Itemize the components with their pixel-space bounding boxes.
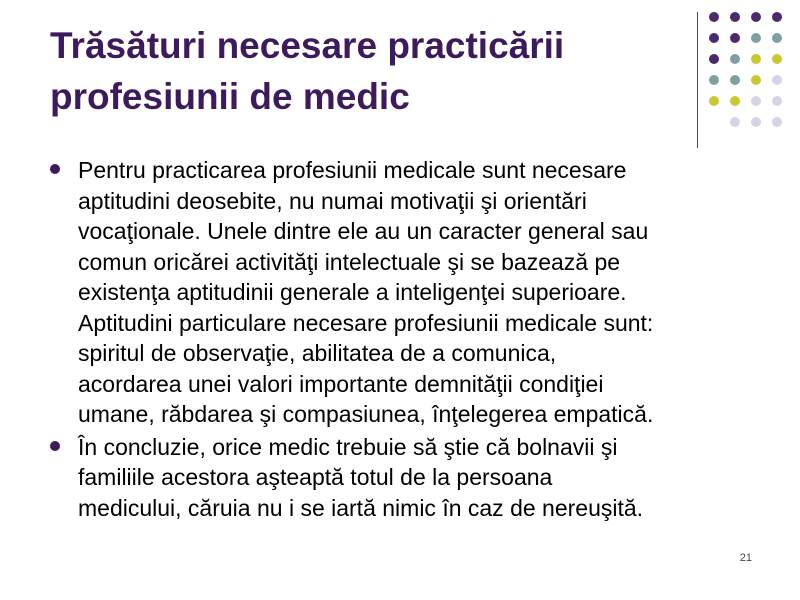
decorative-dot xyxy=(730,96,740,106)
bullet-text-line: umane, răbdarea şi compasiunea, înţelegerea empatică. xyxy=(78,401,654,427)
decorative-dot xyxy=(772,12,782,22)
slide-title-line-2: profesiunii de medic xyxy=(50,76,410,117)
decorative-dot xyxy=(751,75,761,85)
decorative-dot xyxy=(772,117,782,127)
slide-title-line-1: Trăsături necesare practicării xyxy=(50,25,565,66)
decorative-dot xyxy=(730,75,740,85)
decorative-dot xyxy=(751,12,761,22)
bullet-dot-icon xyxy=(50,441,60,451)
decorative-dot xyxy=(751,54,761,64)
decorative-dot xyxy=(730,54,740,64)
bullet-text-line: familiile acestora aşteaptă totul de la persoana xyxy=(78,464,553,490)
bullet-text-line: medicului, căruia nu i se iartă nimic în caz de nereuşită. xyxy=(78,494,644,521)
decorative-dot xyxy=(730,12,740,22)
vertical-divider xyxy=(697,12,698,148)
bullet-item-conclusion xyxy=(50,432,760,524)
decorative-dot-grid xyxy=(708,11,783,131)
bullet-text-line: vocaţionale. Unele dintre ele au un caracter general sau xyxy=(78,218,649,244)
slide-title xyxy=(50,20,680,122)
decorative-dot xyxy=(751,96,761,106)
decorative-dot xyxy=(772,96,782,106)
bullet-list xyxy=(50,155,760,525)
bullet-dot-icon xyxy=(50,164,60,174)
bullet-text-line: aptitudini deosebite, nu numai motivaţii şi orientări xyxy=(78,187,587,214)
decorative-dot xyxy=(751,33,761,43)
decorative-dot xyxy=(709,33,719,43)
bullet-text-line: spiritul de observaţie, abilitatea de a comunica, xyxy=(78,340,557,366)
bullet-text-line: Pentru practicarea profesiunii medicale sunt necesare xyxy=(78,157,627,183)
decorative-dot xyxy=(709,12,719,22)
bullet-text-line: comun oricărei activităţi intelectuale şi se bazează pe xyxy=(78,248,621,275)
decorative-dot xyxy=(772,54,782,64)
decorative-dot xyxy=(772,33,782,43)
decorative-dot xyxy=(709,75,719,85)
page-number: 21 xyxy=(739,552,752,564)
decorative-dot xyxy=(772,75,782,85)
bullet-text-line: acordarea unei valori importante demnităţii condiţiei xyxy=(78,370,604,397)
decorative-dot xyxy=(730,33,740,43)
bullet-text-line: Aptitudini particulare necesare profesiunii medicale sunt: xyxy=(78,309,654,336)
decorative-dot xyxy=(730,117,740,127)
bullet-text-line: În concluzie, orice medic trebuie să ştie că bolnavii şi xyxy=(78,433,618,460)
decorative-dot xyxy=(709,54,719,64)
decorative-dot xyxy=(709,96,719,106)
bullet-text-line: existenţa aptitudinii generale a inteligenţei superioare. xyxy=(78,279,627,305)
decorative-dot xyxy=(751,117,761,127)
bullet-item-aptitudes xyxy=(50,155,760,430)
